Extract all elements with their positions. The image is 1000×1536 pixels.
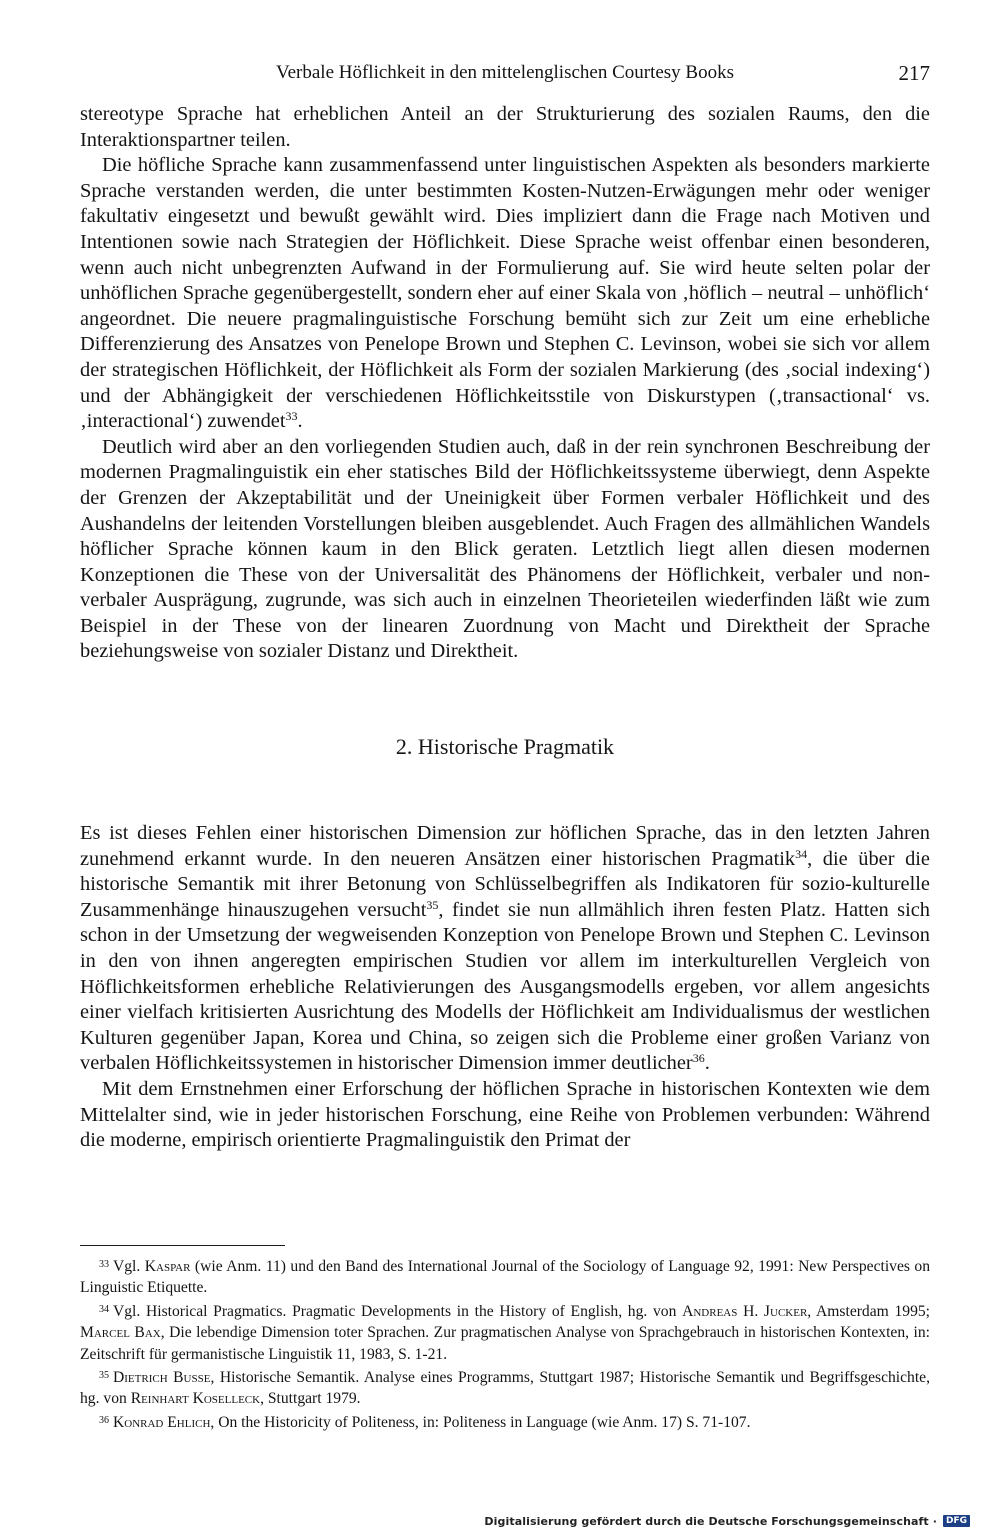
footnote-divider (80, 1245, 285, 1246)
footnote-marker: 33 (99, 1259, 109, 1270)
footnote-ref-34[interactable]: 34 (795, 846, 808, 861)
author-name: Konrad Ehlich (113, 1413, 211, 1431)
footnote-marker: 36 (99, 1414, 109, 1426)
paragraph-4-part-b: , die über die historische Semantik mit ihrer Betonung von Schlüsselbegriffen als Indikatoren für sozio-kulturelle Zusammenhänge hinauszugehen versucht (80, 847, 930, 921)
footnote-ref-36[interactable]: 36 (692, 1051, 705, 1066)
paragraph-4-part-c: , findet sie nun allmählich ihren festen Platz. Hatten sich schon in der Umsetzung der wegweisenden Konzeption von Penelope Brown und Stephen C. Levinson in den von ihnen angeregten empirischen Studien vor allem im interkulturellen Vergleich von Höflichkeitsformen erhebliche Relativierungen des Ausgangsmodells ergeben, vor allem angesichts einer vielfach kritisierten Ausrichtung des Modells der Höflichkeit am Individualismus der westlichen Kulturen gegenüber Japan, Korea und China, so zeigen sich die Probleme einer großen Varianz von verbalen Höflichkeitssystemen in historischer Dimension immer deutlicher (80, 898, 930, 1075)
dfg-logo-icon: DFG (943, 1515, 970, 1527)
footnote-marker: 34 (99, 1303, 109, 1315)
footnote-text: Vgl. (113, 1258, 145, 1275)
author-name: Dietrich Busse (113, 1369, 211, 1387)
footnote-text: Vgl. Historical Pragmatics. Pragmatic Developments in the History of English, hg. von (113, 1302, 683, 1320)
footnote-text: (wie Anm. 11) und den Band des International Journal of the Sociology of Language 92, 1991: New Perspectives on Linguistic Etiquette. (80, 1258, 931, 1297)
author-name: Andreas H. Jucker (682, 1302, 808, 1320)
paragraph-2-end: . (297, 410, 303, 433)
paragraph-3: Deutlich wird aber an den vorliegenden Studien auch, daß in der rein synchronen Beschreibung der modernen Pragmalinguistik ein eher statisches Bild der Höflichkeitssysteme überwiegt, denn Aspekte der Grenzen der Akzeptabilität und der Uneinigkeit über Formen verbaler Höflichkeit und des Aushandelns der leitenden Vorstellungen bleiben ausgeblendet. Auch Fragen des allmählichen Wandels höflicher Sprache können kaum in den Blick geraten. Letztlich liegt allen diesen modernen Konzeptionen die These von der Universalität des Phänomens der Höflichkeit, verbaler und non-verbaler Ausprägung, zugrunde, was sich auch in einzelnen Theorieteilen wiederfinden läßt wie zum Beispiel in der These von der linearen Zuordnung von Macht und Direktheit der Sprache beziehungsweise von sozialer Distanz und Direktheit. (80, 435, 930, 663)
paragraph-2-text: Die höfliche Sprache kann zusammenfassend unter linguistischen Aspekten als besonders markierte Sprache verstanden werden, die unter bestimmten Kosten-Nutzen-Erwägungen mehr oder weniger fakultativ eingesetzt und bewußt gewählt wird. Dies impliziert dann die Frage nach Motiven und Intentionen sowie nach Strategien der Höflichkeit. Diese Sprache weist offenbar einen besonderen, wenn auch nicht unbegrenzten Aufwand in der Formulierung auf. Sie wird heute selten polar der unhöflichen Sprache gegenübergestellt, sondern eher auf einer Skala von ‚höflich – neutral – unhöflich‘ angeordnet. Die neuere pragmalinguistische Forschung bemüht sich zur Zeit um eine erhebliche Differenzierung des Ansatzes von Penelope Brown und Stephen C. Levinson, wobei sie sich vor allem der strategischen Höflichkeit, der Höflichkeit als Form der sozialen Markierung (des ‚social indexing‘) und der Abhängigkeit der verschiedenen Höflichkeitsstile von Diskurstypen (‚transactional‘ vs. ‚interactional‘) zuwendet (80, 154, 930, 433)
footnote-text: , Die lebendige Dimension toter Sprachen. Zur pragmatischen Analyse von Sprachgebrauch in historischen Kontexten, in: Zeitschrift für germanistische Linguistik 11, 1983, S. 1-21. (80, 1324, 931, 1363)
footnote-marker: 35 (99, 1370, 109, 1382)
footnote-34 (80, 1299, 930, 1365)
footnotes (80, 1254, 930, 1433)
paragraph-2 (80, 153, 930, 435)
page-number: 217 (898, 61, 930, 85)
footnote-text: , On the Historicity of Politeness, in: Politeness in Language (wie Anm. 17) S. 71-107. (210, 1413, 751, 1431)
paragraph-1: stereotype Sprache hat erheblichen Anteil an der Strukturierung des sozialen Raums, den die Interaktionspartner teilen. (80, 103, 930, 151)
footnote-text: , Amsterdam 1995; (807, 1302, 930, 1320)
section-heading: 2. Historische Pragmatik (395, 734, 615, 760)
author-name: Reinhart Koselleck (130, 1390, 261, 1408)
paragraph-4-end: . (704, 1052, 710, 1075)
body-text (80, 102, 930, 1154)
paragraph-4-part-a: Es ist dieses Fehlen einer historischen Dimension zur höflichen Sprache, das in den letzten Jahren zunehmend erkannt wurde. In den neueren Ansätzen einer historischen Pragmatik (80, 822, 930, 870)
footnote-ref-33[interactable]: 33 (285, 409, 298, 424)
author-name: Marcel Bax (80, 1324, 161, 1342)
running-header (80, 60, 930, 90)
footnote-text: , Stuttgart 1979. (260, 1390, 361, 1408)
paragraph-5: Mit dem Ernstnehmen einer Erforschung der höflichen Sprache in historischen Kontexten wie dem Mittelalter sind, wie in jeder historischen Forschung, eine Reihe von Problemen verbunden: Während die moderne, empirisch orientierte Pragmalinguistik den Primat der (80, 1078, 930, 1152)
footnote-35 (80, 1365, 930, 1410)
footnote-36 (80, 1410, 930, 1433)
paragraph-4 (80, 821, 930, 1077)
footnote-33 (80, 1254, 930, 1299)
digitization-credit (484, 1510, 970, 1532)
author-name: Kaspar (144, 1258, 191, 1275)
footnote-ref-35[interactable]: 35 (426, 897, 439, 912)
footnote-text: , Historische Semantik. Analyse eines Programms, Stuttgart 1987; Historische Semantik und Begriffsgeschichte, hg. von (80, 1369, 930, 1408)
credit-text: Digitalisierung gefördert durch die Deutsche Forschungsgemeinschaft · (484, 1514, 937, 1528)
running-title: Verbale Höflichkeit in den mittelenglischen Courtesy Books (275, 62, 734, 83)
